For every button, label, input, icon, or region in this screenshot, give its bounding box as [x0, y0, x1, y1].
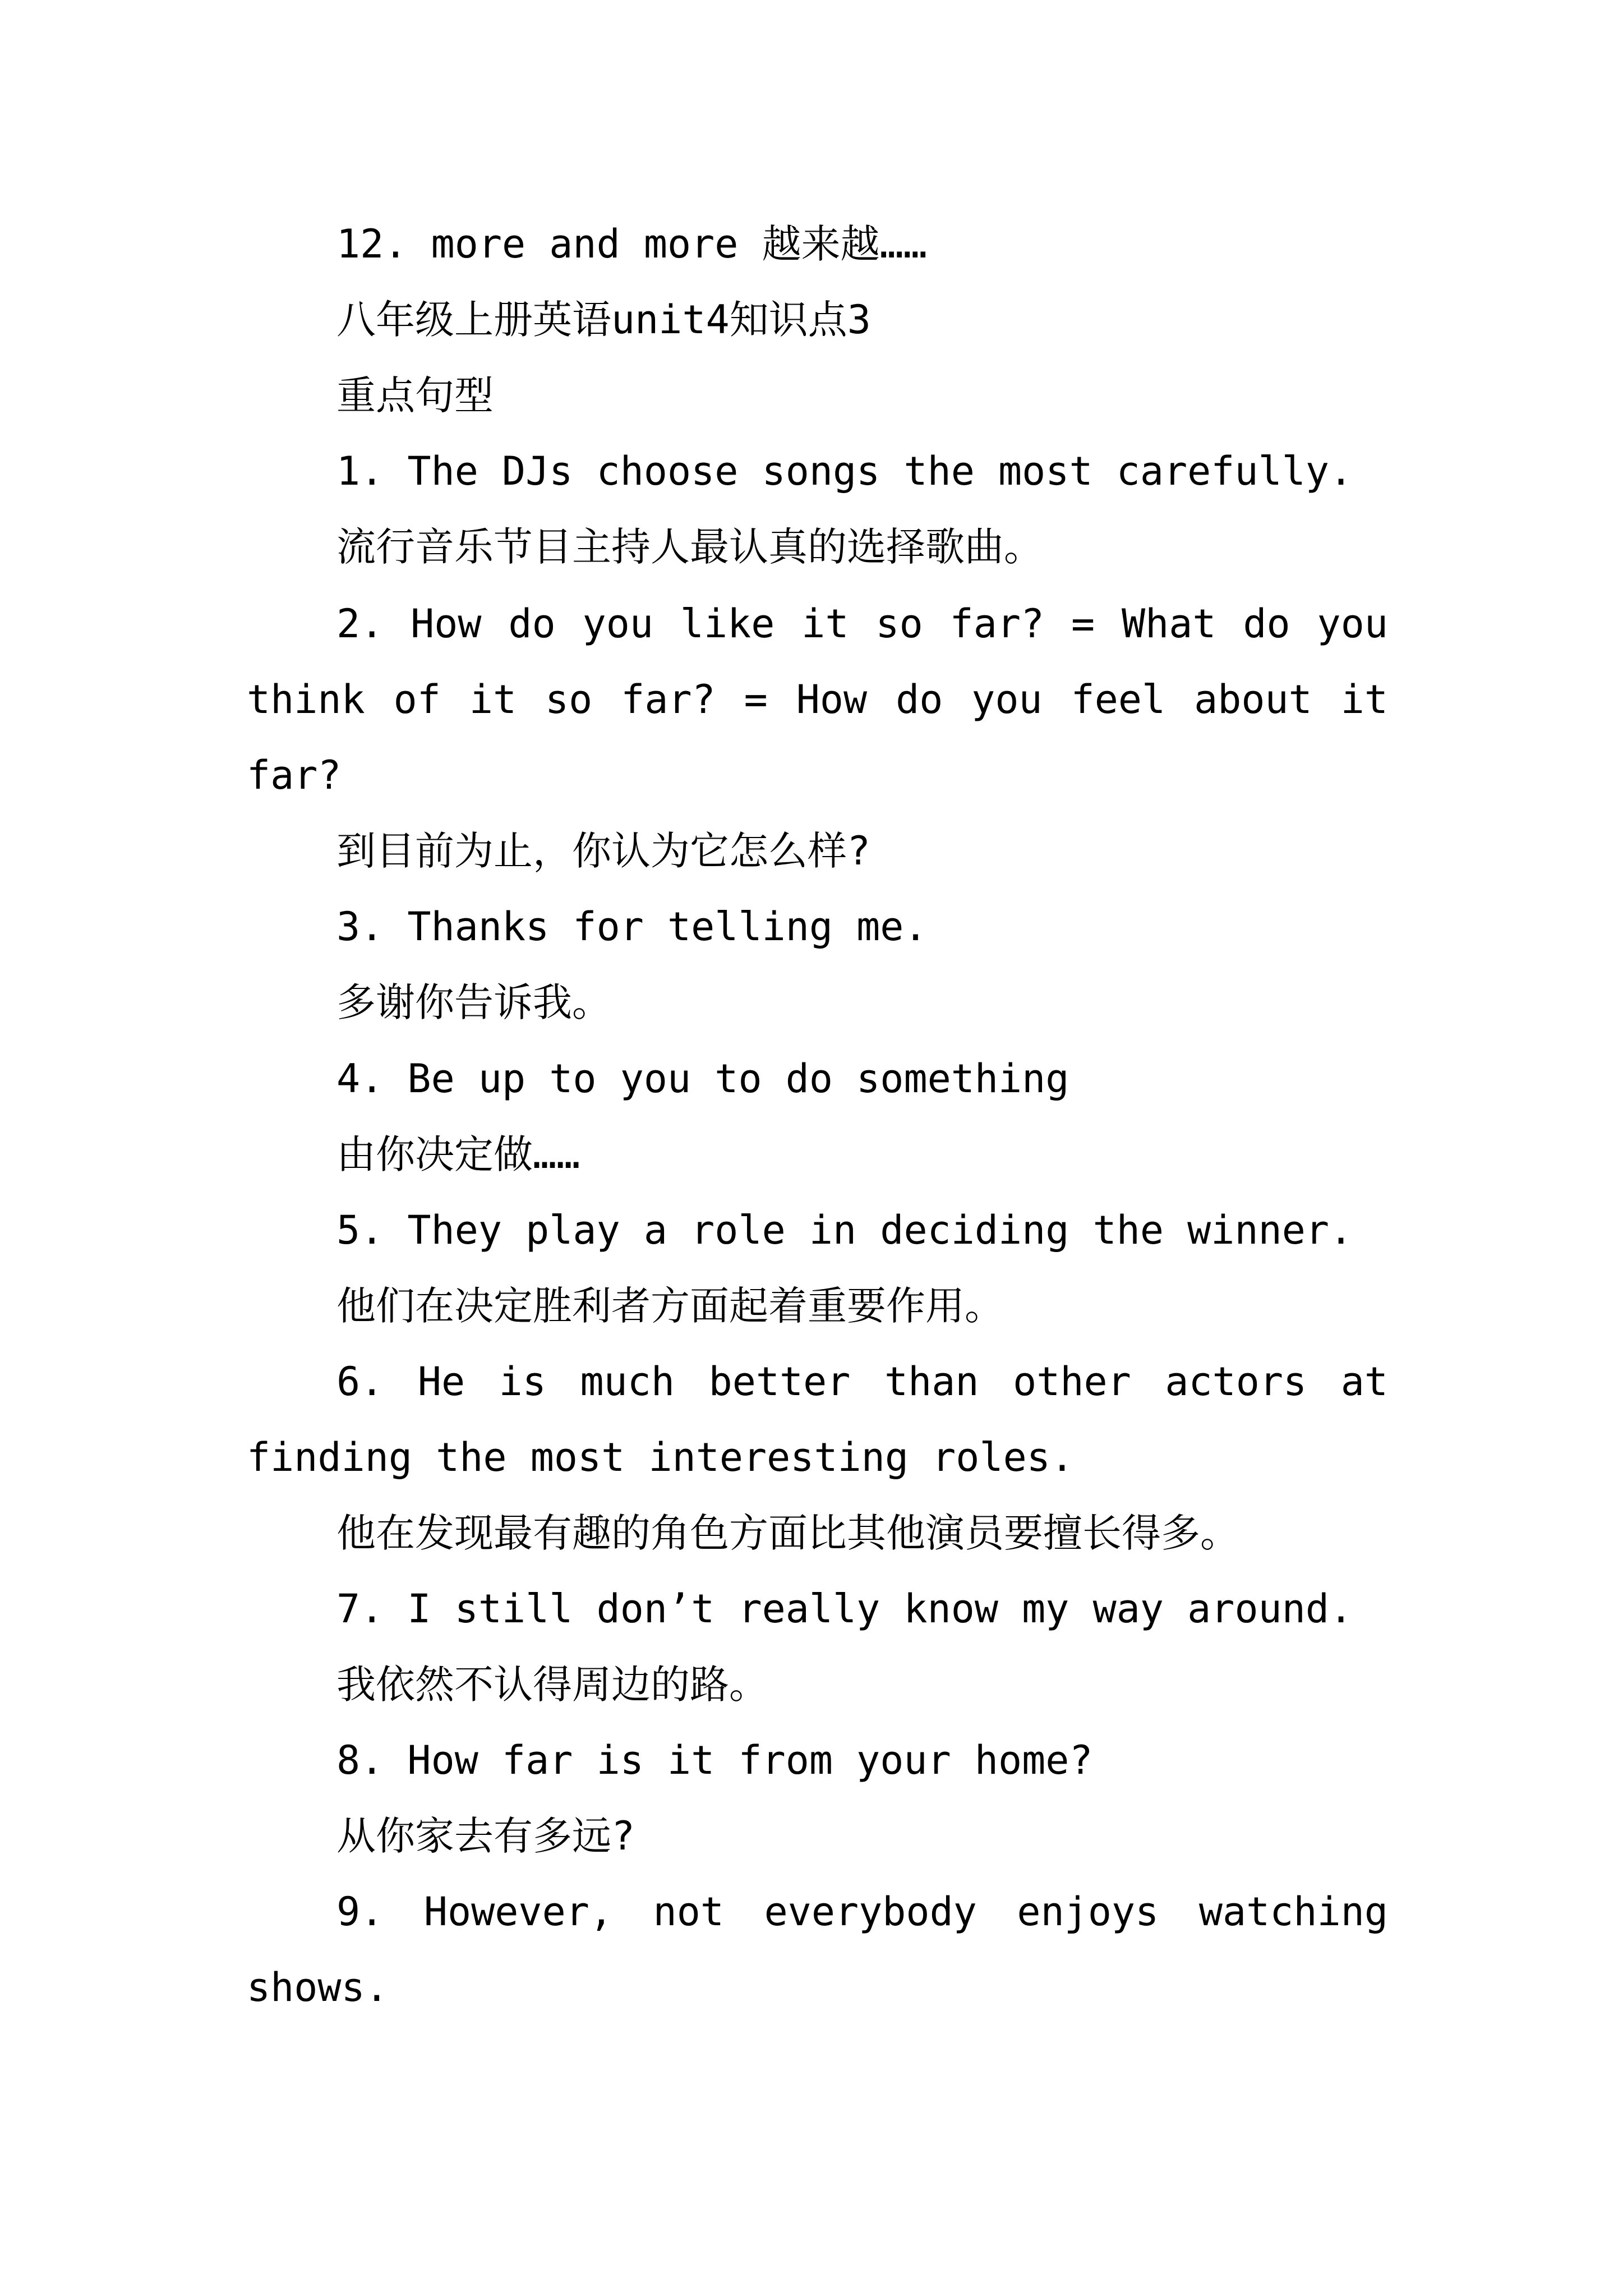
sentence-2-english-line-3: far?: [247, 752, 342, 798]
sentence-5-english: 5. They play a role in deciding the winner.: [336, 1207, 1353, 1253]
sentence-6-english-line-1: 6. He is much better than other actors at: [336, 1359, 1388, 1405]
sentence-2-english-line-1: 2. How do you like it so far? = What do you: [336, 601, 1388, 647]
sentence-1-chinese: 流行音乐节目主持人最认真的选择歌曲。: [336, 524, 1043, 570]
section-heading: 重点句型: [336, 372, 494, 418]
sentence-3-chinese: 多谢你告诉我。: [336, 979, 611, 1025]
sentence-9-english-line-2: shows.: [247, 1964, 389, 2010]
sentence-9-english-line-1: 9. However, not everybody enjoys watching: [336, 1889, 1388, 1935]
sentence-6-chinese: 他在发现最有趣的角色方面比其他演员要擅长得多。: [336, 1510, 1239, 1556]
sentence-8-chinese: 从你家去有多远?: [336, 1813, 635, 1859]
sentence-4-chinese: 由你决定做……: [336, 1131, 580, 1177]
sentence-1-english: 1. The DJs choose songs the most carefully.: [336, 448, 1353, 494]
sentence-7-chinese: 我依然不认得周边的路。: [336, 1662, 768, 1708]
sentence-3-english: 3. Thanks for telling me.: [336, 904, 928, 950]
sentence-2-chinese: 到目前为止，你认为它怎么样?: [336, 828, 871, 874]
sentence-2-english-line-2: think of it so far? = How do you feel about it: [247, 677, 1388, 723]
sentence-5-chinese: 他们在决定胜利者方面起着重要作用。: [336, 1283, 1004, 1329]
sentence-6-english-line-2: finding the most interesting roles.: [247, 1434, 1075, 1480]
sentence-7-english: 7. I still don’t really know my way around.: [336, 1586, 1353, 1632]
sentence-8-english: 8. How far is it from your home?: [336, 1737, 1093, 1783]
sentence-4-english: 4. Be up to you to do something: [336, 1056, 1069, 1102]
list-item-12: 12. more and more 越来越……: [336, 221, 927, 267]
section-title: 八年级上册英语unit4知识点3: [336, 297, 871, 343]
